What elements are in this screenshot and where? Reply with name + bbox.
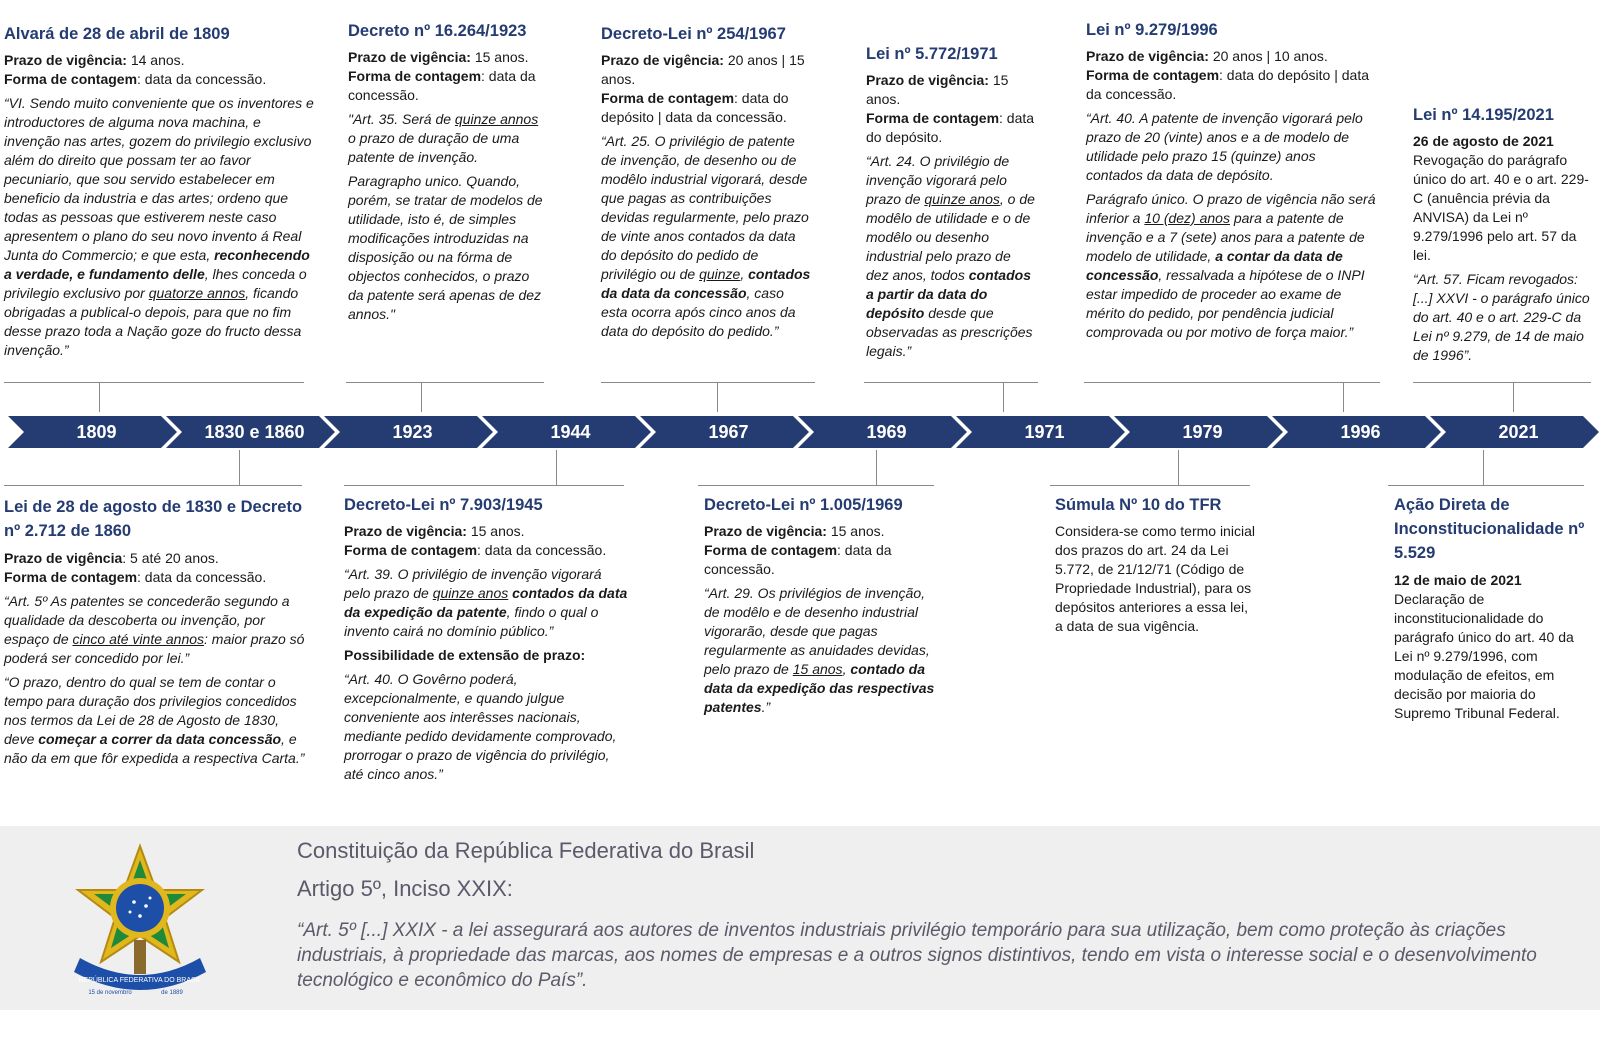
event-title: Lei nº 5.772/1971: [866, 45, 998, 63]
event-title: Lei nº 9.279/1996: [1086, 21, 1218, 39]
legal-quote: “Art. 57. Ficam revogados: [...] XXVI - o parágrafo único do art. 40 e o art. 229-C da Lei nº 9.279, de 14 de maio de 1996”.: [1413, 271, 1590, 363]
timeline-year-label: 1809: [76, 422, 117, 442]
event-1979: Súmula Nº 10 do TFR Considera-se como termo inicial dos prazos do art. 24 da Lei 5.772, de 21/12/71 (Código de Propriedade Industrial), para os depósitos anteriores a essa lei, a data de sua vigência.: [1055, 496, 1255, 634]
connector: [4, 382, 304, 383]
footer-title: Constituição da República Federativa do Brasil: [297, 838, 755, 863]
event-title: Alvará de 28 de abril de 1809: [4, 25, 230, 43]
timeline-year-label: 1944: [550, 422, 591, 442]
timeline-year-label: 1969: [866, 422, 907, 442]
event-title: Lei de 28 de agosto de 1830 e Decreto nº 2.712 de 1860: [4, 498, 303, 540]
connector: [239, 450, 240, 485]
event-1996: Lei nº 9.279/1996 Prazo de vigência: 20 anos | 10 anos. Forma de contagem: data do depósito | data da concessão. “Art. 40. A patente de invenção vigorará pelo prazo de 20 (vinte) anos e a de modelo de utilidade pelo prazo 15 (quinze) anos contados da data de depósito. Parágrafo único. O prazo de vigência não será inferior a 10 (dez) anos para a patente de invenção e a 7 (sete) anos para a patente de modelo de utilidade, a contar da data de concessão, ressalvada a hipótese de o INPI estar impedido de proceder ao exame de mérito do pedido, por pendência judicial comprovada ou por motivo de força maior.”: [1086, 21, 1376, 340]
connector: [1003, 382, 1004, 412]
connector: [556, 450, 557, 485]
timeline-axis: [0, 412, 1600, 452]
legal-quote: “Art. 39. O privilégio de invenção vigorará pelo prazo de quinze anos contados da data da expedição da patente, findo o qual o invento cairá no domínio público.”: [344, 566, 628, 639]
connector: [1050, 485, 1250, 486]
connector: [1084, 382, 1380, 383]
timeline-year-label: 1996: [1340, 422, 1381, 442]
connector: [1343, 382, 1344, 412]
connector: [864, 382, 1038, 383]
constitution-footer: [0, 826, 1600, 1010]
legal-quote: “Art. 25. O privilégio de patente de invenção, de desenho ou de modêlo industrial vigorará, desde que pagas as contribuições devidas regularmente, pelo prazo de vinte anos contados da data do depósito do pedido de privilégio ou de quinze, contados da data da concessão, caso esta ocorra após cinco anos da data do depósito do pedido.”: [601, 133, 811, 339]
event-1944: Decreto-Lei nº 7.903/1945 Prazo de vigência: 15 anos. Forma de contagem: data da concessão. “Art. 39. O privilégio de invenção vigorará pelo prazo de quinze anos contados da data da expedição da patente, findo o qual o invento cairá no domínio público.” Possibilidade de extensão de prazo: “Art. 40. O Govêrno poderá, excepcionalmente, e quando julgue conveniente aos interêsses nacionais, mediante pedido devidamente comprovado, prorrogar o prazo de vigência do privilégio, até cinco anos.”: [344, 494, 630, 789]
event-title: Decreto-Lei nº 7.903/1945: [344, 496, 543, 514]
legal-quote: “Art. 24. O privilégio de invenção vigorará pelo prazo de quinze anos, o de modêlo de utilidade e o de modêlo ou desenho industrial pelo prazo de dez anos, todos contados a partir da data do depósito desde que observadas as prescrições legais.”: [866, 153, 1035, 359]
event-title: Decreto nº 16.264/1923: [348, 22, 527, 40]
emblem-date-right: de 1889: [161, 990, 183, 996]
connector: [346, 382, 544, 383]
legal-quote: "Art. 35. Será de quinze annos o prazo de duração de uma patente de invenção.: [348, 111, 539, 165]
connector: [717, 382, 718, 412]
connector: [4, 485, 302, 486]
connector: [1483, 450, 1484, 485]
connector: [698, 485, 934, 486]
event-title: Lei nº 14.195/2021: [1413, 106, 1554, 124]
timeline-year-label: 1967: [708, 422, 749, 442]
legal-quote: “VI. Sendo muito conveniente que os inventores e introductores de alguma nova machina, e invenção nas artes, gozem do privilegio exclusivo além do direito que possam ter ao favor pecuniario, que sou servido estabelecer em beneficio da industria e das artes; ordeno que todas as pessoas que estiverem neste caso apresentem o plano do seu novo invento á Real Junta do Commercio; e que esta, reconhecendo a verdade, e fundamento delle, lhes conceda o privilegio exclusivo por quatorze annos, ficando obrigadas a publical-o depois, para que no fim desse prazo toda a Nação goze do fructo dessa invenção.”: [4, 95, 314, 358]
brazil-coat-of-arms-icon: [60, 840, 220, 1000]
connector: [601, 382, 815, 383]
event-1971: Lei nº 5.772/1971 Prazo de vigência: 15 anos. Forma de contagem: data do depósito. “Art. 24. O privilégio de invenção vigorará pelo prazo de quinze anos, o de modêlo de utilidade e o de modêlo ou desenho industrial pelo prazo de dez anos, todos contados a partir da data do depósito desde que observadas as prescrições legais.”: [866, 45, 1035, 359]
legal-quote: “O prazo, dentro do qual se tem de contar o tempo para duração dos privilegios concedidos nos termos da Lei de 28 de Agosto de 1830, deve começar a correr da data concessão, e não da em que fôr expedida a respectiva Carta.”: [4, 674, 305, 766]
event-title: Decreto-Lei nº 254/1967: [601, 25, 786, 43]
event-1967: Decreto-Lei nº 254/1967 Prazo de vigência: 20 anos | 15 anos. Forma de contagem: data do depósito | data da concessão. “Art. 25. O privilégio de patente de invenção, de desenho ou de modêlo industrial vigorará, desde que pagas as contribuições devidas regularmente, pelo prazo de vinte anos contados da data do depósito do pedido de privilégio ou de quinze, contados da data da concessão, caso esta ocorra após cinco anos da data do depósito do pedido.”: [601, 25, 811, 339]
footer-quote: “Art. 5º [...] XXIX - a lei assegurará aos autores de inventos industriais privilégio temporário para sua utilização, bem como proteção às criações industriais, à propriedade das marcas, aos nomes de empresas e a outros signos distintivos, tendo em vista o interesse social e o desenvolvimento tecnológico e econômico do País”.: [297, 920, 1537, 991]
timeline-year-label: 1971: [1024, 422, 1065, 442]
timeline-year-label: 1923: [392, 422, 433, 442]
event-1809: Alvará de 28 de abril de 1809 Prazo de vigência: 14 anos. Forma de contagem: data da concessão. “VI. Sendo muito conveniente que os inventores e introductores de alguma nova machina, e invenção nas artes, gozem do privilegio exclusivo além do direito que possam ter ao favor pecuniario, que sou servido estabelecer em beneficio da industria e das artes; ordeno que todas as pessoas que estiverem neste caso apresentem o plano do seu novo invento á Real Junta do Commercio; e que esta, reconhecendo a verdade, e fundamento delle, lhes conceda o privilegio exclusivo por quatorze annos, ficando obrigadas a publical-o depois, para que no fim desse prazo toda a Nação goze do fructo dessa invenção.”: [4, 23, 320, 365]
timeline-year-label: 2021: [1498, 422, 1539, 442]
connector: [99, 382, 100, 412]
timeline-year-label: 1830 e 1860: [204, 422, 305, 442]
connector: [876, 450, 877, 485]
event-title: Ação Direta de Inconstitucionalidade nº 5.529: [1394, 496, 1585, 562]
footer-subtitle: Artigo 5º, Inciso XXIX:: [297, 876, 513, 901]
event-1830-1860: Lei de 28 de agosto de 1830 e Decreto nº 2.712 de 1860 Prazo de vigência: 5 até 20 anos. Forma de contagem: data da concessão. “Art. 5º As patentes se concederão segundo a qualidade da descoberta ou invenção, por espaço de cinco até vinte annos: maior prazo só poderá ser concedido por lei.” “O prazo, dentro do qual se tem de contar o tempo para duração dos privilegios concedidos nos termos da Lei de 28 de Agosto de 1830, deve começar a correr da data concessão, e não da em que fôr expedida a respectiva Carta.”: [4, 495, 310, 773]
legal-quote: “Art. 40. O Govêrno poderá, excepcionalmente, e quando julgue conveniente aos interêsses nacionais, mediante pedido devidamente comprovado, prorrogar o prazo de vigência do privilégio, até cinco anos.”: [344, 671, 617, 782]
connector: [1513, 382, 1514, 412]
legal-quote: “Art. 40. A patente de invenção vigorará pelo prazo de 20 (vinte) anos e a de modelo de utilidade pelo prazo 15 (quinze) anos contados da data de depósito.: [1086, 110, 1363, 183]
connector: [1388, 485, 1584, 486]
event-2021-law: Lei nº 14.195/2021 26 de agosto de 2021 Revogação do parágrafo único do art. 40 e o art. 229-C (anuência prévia da ANVISA) da Lei nº 9.279/1996 pelo art. 57 da lei. “Art. 57. Ficam revogados: [...] XXVI - o parágrafo único do art. 40 e o art. 229-C da Lei nº 9.279, de 14 de maio de 1996”.: [1413, 104, 1595, 370]
emblem-text: REPÚBLICA FEDERATIVA DO BRASIL: [78, 977, 202, 984]
event-title: Súmula Nº 10 do TFR: [1055, 496, 1222, 514]
event-2021-adi: Ação Direta de Inconstitucionalidade nº 5.529 12 de maio de 2021 Declaração de inconstitucionalidade do parágrafo único do art. 40 da Lei nº 9.279/1996, com modulação de efeitos, em decisão por maioria do Supremo Tribunal Federal.: [1394, 493, 1590, 728]
event-1923: Decreto nº 16.264/1923 Prazo de vigência: 15 anos. Forma de contagem: data da concessão. "Art. 35. Será de quinze annos o prazo de duração de uma patente de invenção. Paragrapho unico. Quando, porém, se tratar de modelos de utilidade, isto é, de simples modificações introduzidas na disposição ou na fórma de objectos conhecidos, o prazo da patente será apenas de dez annos.": [348, 22, 543, 322]
legal-quote: “Art. 29. Os privilégios de invenção, de modêlo e de desenho industrial vigorarão, desde que pagas regularmente as anuidades devidas, pelo prazo de 15 anos, contado da data da expedição das respectivas patentes.”: [704, 585, 935, 715]
connector: [344, 485, 624, 486]
emblem-date-left: 15 de novembro: [88, 990, 132, 996]
timeline-year-label: 1979: [1182, 422, 1223, 442]
legal-quote: Paragrapho unico. Quando, porém, se tratar de modelos de utilidade, isto é, de simples modificações introduzidas na disposição ou na fórma de objectos conhecidos, o prazo da patente será apenas de dez annos.": [348, 173, 543, 322]
event-1969: Decreto-Lei nº 1.005/1969 Prazo de vigência: 15 anos. Forma de contagem: data da concessão. “Art. 29. Os privilégios de invenção, de modêlo e de desenho industrial vigorarão, desde que pagas regularmente as anuidades devidas, pelo prazo de 15 anos, contado da data da expedição das respectivas patentes.”: [704, 494, 938, 722]
legal-quote: Parágrafo único. O prazo de vigência não será inferior a 10 (dez) anos para a patente de invenção e a 7 (sete) anos para a patente de modelo de utilidade, a contar da data de concessão, ressalvada a hipótese de o INPI estar impedido de proceder ao exame de mérito do pedido, por pendência judicial comprovada ou por motivo de força maior.”: [1086, 191, 1376, 340]
connector: [1178, 450, 1179, 485]
legal-quote: “Art. 5º As patentes se concederão segundo a qualidade da descoberta ou invenção, por espaço de cinco até vinte annos: maior prazo só poderá ser concedido por lei.”: [4, 593, 305, 666]
connector: [421, 382, 422, 412]
event-title: Decreto-Lei nº 1.005/1969: [704, 496, 903, 514]
connector: [1413, 382, 1591, 383]
